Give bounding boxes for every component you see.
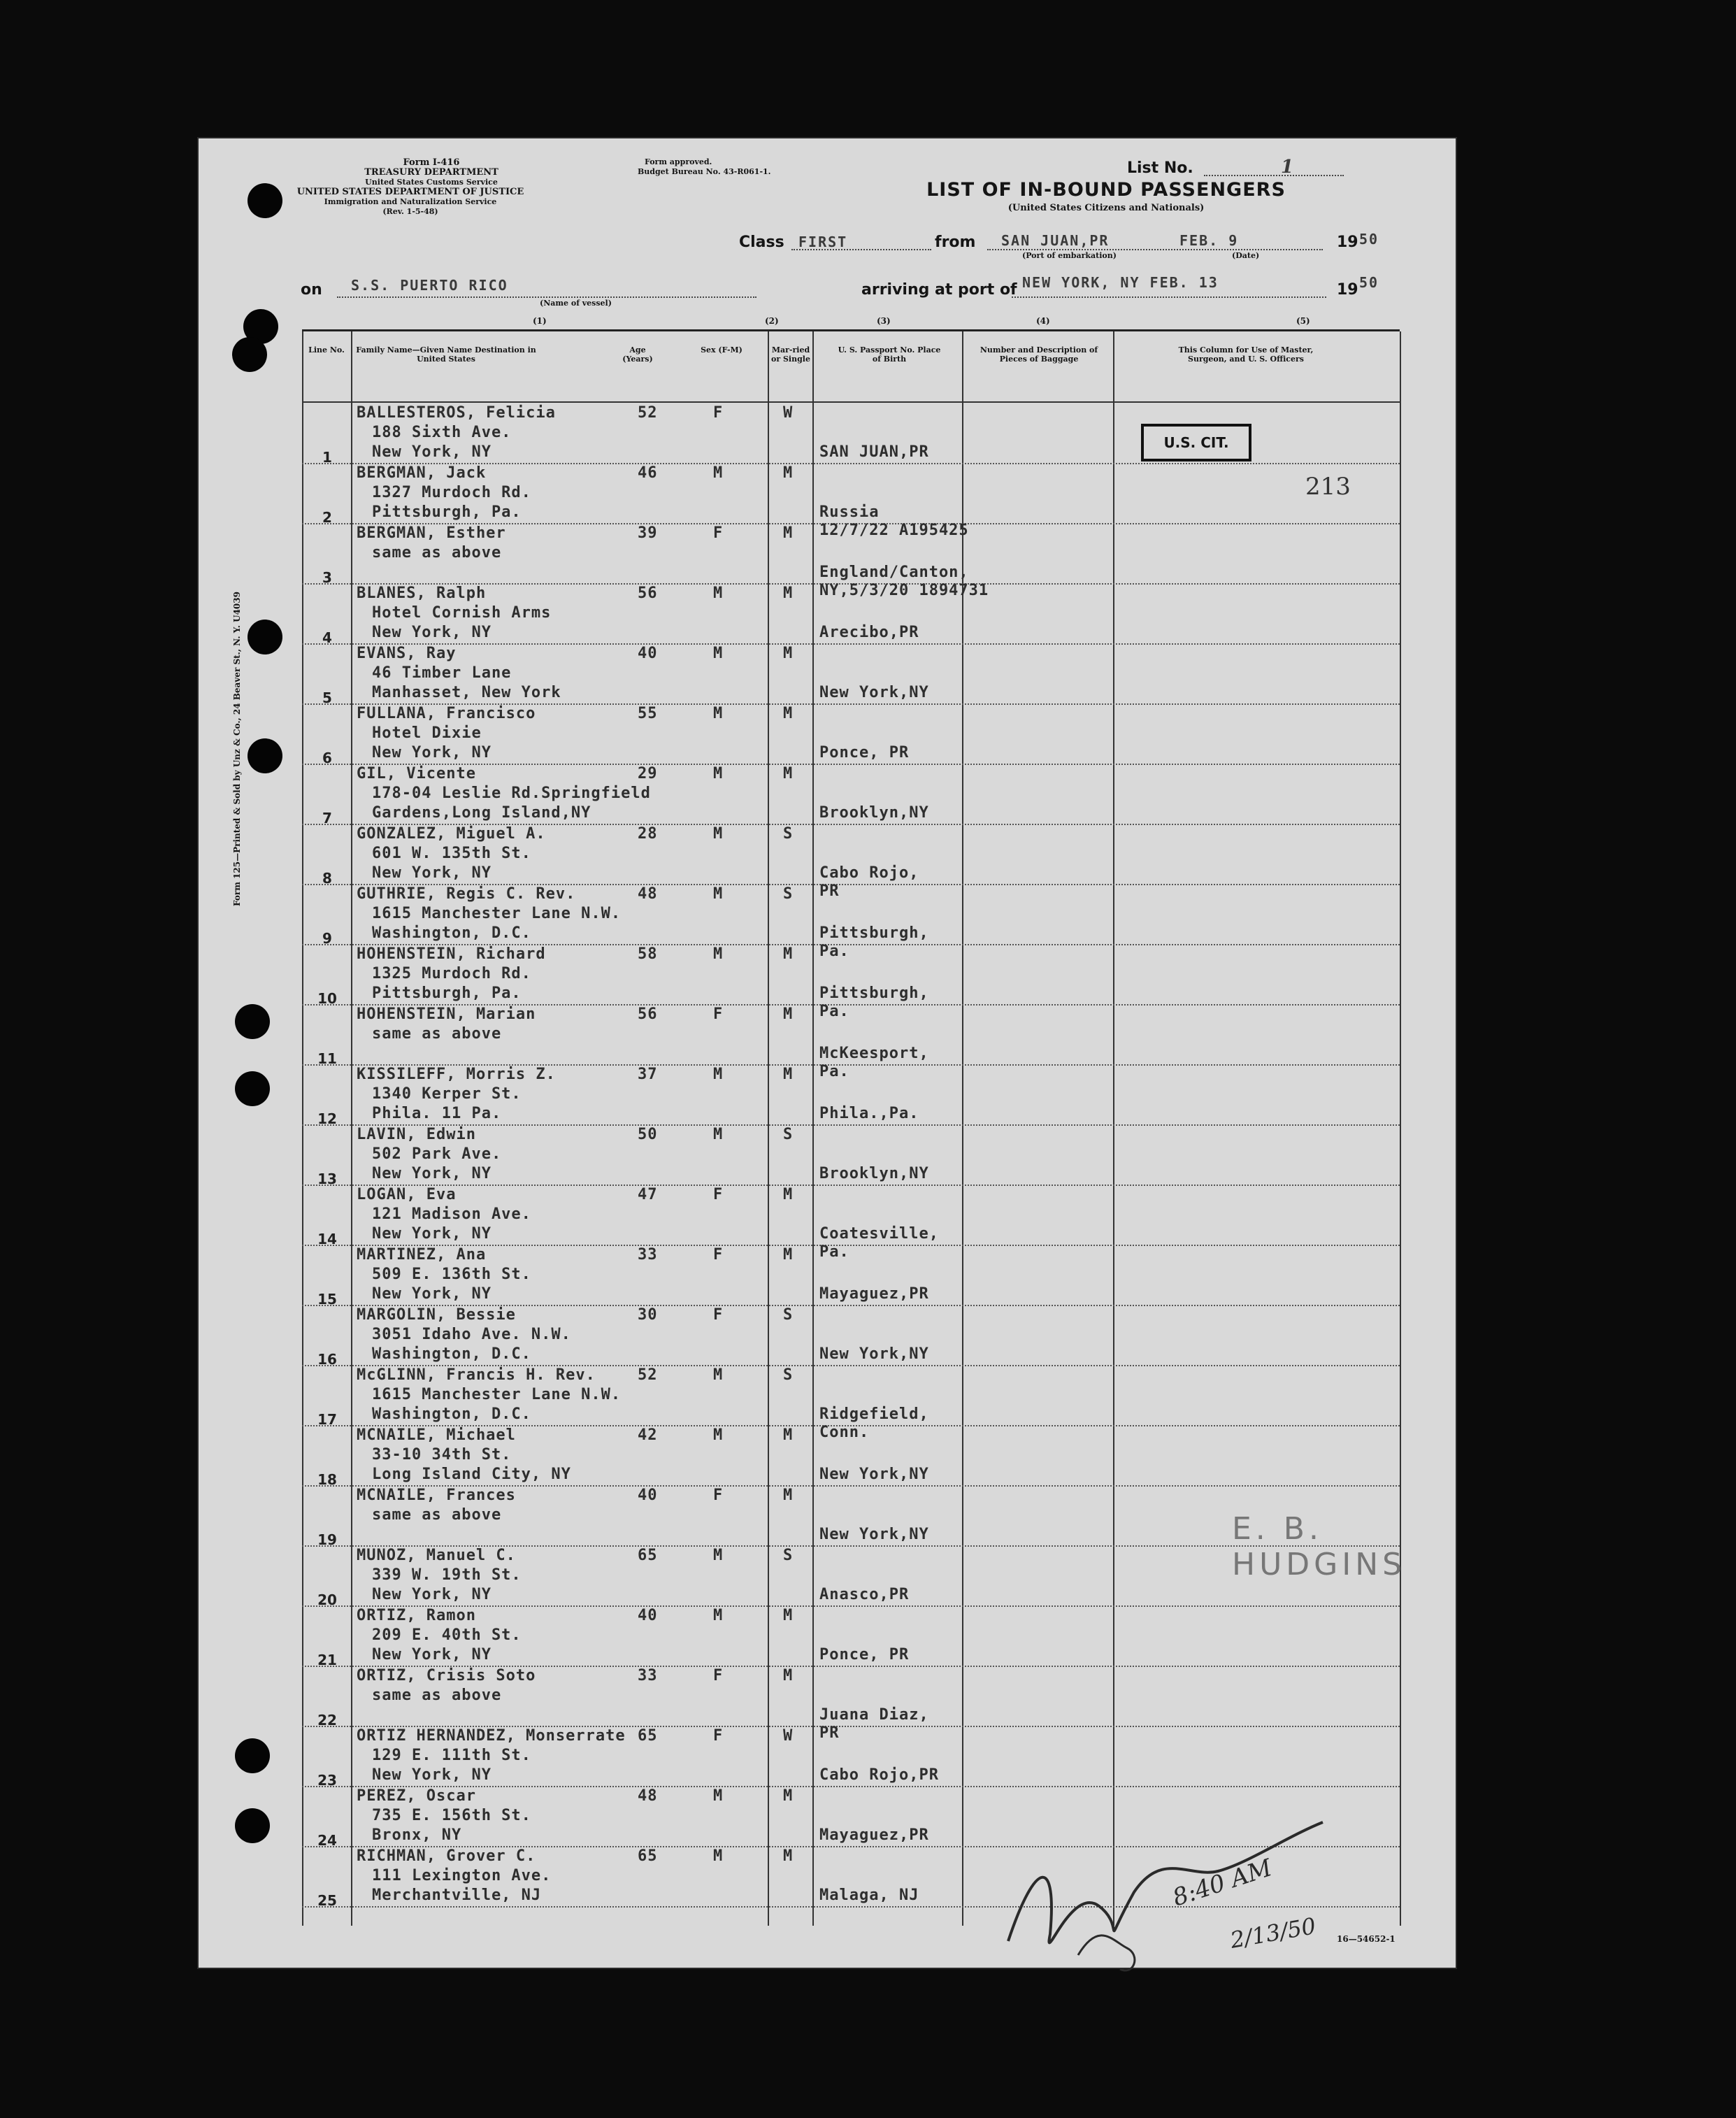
passenger-name: MARTINEZ, Ana — [357, 1246, 487, 1264]
passenger-name: GIL, Vicente — [357, 765, 476, 782]
passenger-age: 48 — [638, 885, 658, 903]
passenger-address: same as above — [372, 1506, 502, 1524]
place-of-birth: Cabo Rojo, — [819, 864, 919, 882]
table-row — [302, 703, 1400, 765]
line-number: 13 — [317, 1171, 337, 1187]
passenger-name: ORTIZ HERNANDEZ, Monserrate — [357, 1727, 626, 1745]
passenger-name: EVANS, Ray — [357, 645, 457, 662]
line-number: 21 — [317, 1652, 337, 1668]
passenger-name: GONZALEZ, Miguel A. — [357, 825, 546, 843]
place-of-birth: Russia — [819, 503, 880, 521]
passenger-age: 48 — [638, 1787, 658, 1805]
marital-status: W — [783, 1727, 794, 1745]
inspector-signature — [994, 1766, 1414, 1976]
class-label: Class — [739, 234, 784, 251]
passenger-address: Bronx, NY — [372, 1826, 462, 1844]
place-of-birth: Malaga, NJ — [819, 1887, 919, 1904]
place-of-birth: Mayaguez,PR — [819, 1826, 929, 1844]
dept-justice: UNITED STATES DEPARTMENT OF JUSTICE — [296, 187, 524, 197]
passenger-address: Manhasset, New York — [372, 684, 561, 701]
marital-status: S — [783, 1366, 794, 1384]
passenger-name: KISSILEFF, Morris Z. — [357, 1066, 556, 1083]
on-label: on — [301, 281, 322, 299]
passenger-sex: M — [713, 1607, 724, 1624]
col-marker: (3) — [877, 316, 891, 326]
passenger-sex: M — [713, 885, 724, 903]
place-of-birth: Ponce, PR — [819, 1646, 910, 1663]
line-number: 17 — [317, 1411, 337, 1428]
passenger-sex: F — [713, 404, 724, 422]
table-row — [302, 583, 1400, 645]
marital-status: M — [783, 585, 794, 602]
table-row — [302, 1245, 1400, 1306]
passenger-address: 33-10 34th St. — [372, 1446, 512, 1464]
header-age: Age (Years) — [622, 345, 653, 364]
passport-number: 12/7/22 A195425 — [819, 522, 969, 539]
marital-status: M — [783, 1607, 794, 1624]
passport-number: Pa. — [819, 1003, 849, 1020]
officer-stamp: E. B. HUDGINS — [1232, 1511, 1407, 1582]
passenger-address: Washington, D.C. — [372, 1405, 531, 1423]
punch-hole — [248, 738, 282, 773]
passenger-table — [302, 316, 1400, 1926]
passenger-sex: M — [713, 825, 724, 843]
marital-status: M — [783, 1006, 794, 1023]
passenger-sex: F — [713, 1246, 724, 1264]
table-row — [302, 643, 1400, 705]
passenger-sex: M — [713, 1847, 724, 1865]
line-number: 22 — [317, 1712, 337, 1729]
list-no-value: 1 — [1281, 157, 1296, 178]
signature-time: 8:40 AM — [1169, 1854, 1276, 1912]
passenger-age: 40 — [638, 1487, 658, 1504]
passenger-address: 129 E. 111th St. — [372, 1747, 531, 1764]
passenger-name: RICHMAN, Grover C. — [357, 1847, 536, 1865]
page-subtitle: (United States Citizens and Nationals) — [1007, 203, 1205, 213]
passenger-name: HOHENSTEIN, Richard — [357, 945, 546, 963]
header-line-no: Line No. — [308, 345, 345, 355]
place-of-birth: England/Canton, — [819, 564, 969, 581]
passenger-name: MARGOLIN, Bessie — [357, 1306, 516, 1324]
citizen-stamp: U.S. CIT. — [1141, 424, 1251, 461]
passenger-name: BALLESTEROS, Felicia — [357, 404, 556, 422]
line-number: 10 — [317, 990, 337, 1007]
passenger-address: New York, NY — [372, 443, 492, 461]
passenger-address: New York, NY — [372, 864, 492, 882]
place-of-birth: Coatesville, — [819, 1225, 939, 1243]
passenger-sex: M — [713, 464, 724, 482]
table-row — [302, 1305, 1400, 1366]
passenger-name: PEREZ, Oscar — [357, 1787, 476, 1805]
line-number: 19 — [317, 1531, 337, 1548]
passenger-age: 29 — [638, 765, 658, 782]
passenger-address: New York, NY — [372, 1225, 492, 1243]
passenger-age: 40 — [638, 1607, 658, 1624]
passenger-name: MCNAILE, Michael — [357, 1426, 516, 1444]
marital-status: M — [783, 524, 794, 542]
passenger-address: 188 Sixth Ave. — [372, 424, 512, 441]
place-of-birth: Pittsburgh, — [819, 985, 929, 1002]
passenger-age: 39 — [638, 524, 658, 542]
vessel-caption: (Name of vessel) — [540, 299, 612, 308]
marital-status: M — [783, 1667, 794, 1684]
line-number: 14 — [317, 1231, 337, 1247]
passenger-age: 46 — [638, 464, 658, 482]
passenger-address: 46 Timber Lane — [372, 664, 512, 682]
line-number: 8 — [322, 870, 332, 887]
passenger-address: Hotel Cornish Arms — [372, 604, 552, 622]
passenger-address: same as above — [372, 1025, 502, 1043]
passport-number: PR — [819, 1724, 840, 1742]
passenger-name: BLANES, Ralph — [357, 585, 487, 602]
signature-date: 2/13/50 — [1228, 1912, 1318, 1954]
passenger-sex: M — [713, 705, 724, 722]
passenger-age: 50 — [638, 1126, 658, 1143]
header-baggage: Number and Description of Pieces of Baggage — [980, 345, 1098, 364]
passenger-sex: F — [713, 1487, 724, 1504]
line-number: 15 — [317, 1291, 337, 1308]
passport-number: Pa. — [819, 943, 849, 960]
marital-status: M — [783, 645, 794, 662]
passenger-sex: M — [713, 765, 724, 782]
passenger-address: 1615 Manchester Lane N.W. — [372, 1386, 622, 1403]
table-row — [302, 764, 1400, 825]
passenger-address: New York, NY — [372, 1766, 492, 1784]
passenger-name: BERGMAN, Jack — [357, 464, 487, 482]
passenger-address: 121 Madison Ave. — [372, 1205, 531, 1223]
passenger-age: 56 — [638, 585, 658, 602]
passenger-name: HOHENSTEIN, Marian — [357, 1006, 536, 1023]
header-sex: Sex (F-M) — [701, 345, 743, 355]
passenger-age: 52 — [638, 1366, 658, 1384]
passenger-sex: M — [713, 645, 724, 662]
form-footer: 16—54652-1 — [1337, 1934, 1396, 1944]
passenger-address: New York, NY — [372, 1646, 492, 1663]
passenger-sex: M — [713, 1066, 724, 1083]
passenger-address: New York, NY — [372, 1165, 492, 1182]
marital-status: M — [783, 1186, 794, 1203]
passenger-address: same as above — [372, 1687, 502, 1704]
place-of-birth: SAN JUAN,PR — [819, 443, 929, 461]
list-no-line — [1204, 175, 1344, 176]
line-number: 2 — [322, 509, 332, 526]
passenger-age: 33 — [638, 1667, 658, 1684]
passport-number: NY,5/3/20 1894731 — [819, 582, 989, 599]
header-married: Mar-ried or Single — [771, 345, 810, 364]
place-of-birth: Brooklyn,NY — [819, 804, 929, 822]
passenger-address: 601 W. 135th St. — [372, 845, 531, 862]
place-of-birth: Arecibo,PR — [819, 624, 919, 641]
passenger-sex: M — [713, 585, 724, 602]
passenger-age: 52 — [638, 404, 658, 422]
passenger-address: Long Island City, NY — [372, 1466, 571, 1483]
line-number: 18 — [317, 1471, 337, 1488]
dept-justice-sub: Immigration and Naturalization Service — [324, 197, 497, 206]
col-marker: (1) — [533, 316, 547, 326]
marital-status: S — [783, 1306, 794, 1324]
passenger-age: 65 — [638, 1727, 658, 1745]
punch-hole — [235, 1738, 270, 1773]
marital-status: S — [783, 1547, 794, 1564]
from-label: from — [935, 234, 976, 251]
marital-status: S — [783, 1126, 794, 1143]
arrival-year: 50 — [1359, 274, 1379, 291]
punch-hole — [248, 183, 282, 218]
place-of-birth: Juana Diaz, — [819, 1706, 929, 1724]
form-id: Form I-416 — [403, 157, 460, 168]
passenger-age: 58 — [638, 945, 658, 963]
place-of-birth: New York,NY — [819, 1345, 929, 1363]
passenger-address: 502 Park Ave. — [372, 1145, 502, 1163]
passenger-sex: F — [713, 1306, 724, 1324]
punch-hole — [235, 1808, 270, 1843]
line-number: 3 — [322, 569, 332, 586]
header-name: Family Name—Given Name Destination in United States — [356, 345, 536, 364]
manifest-sheet — [197, 137, 1457, 1969]
dept-treasury-sub: United States Customs Service — [365, 178, 498, 187]
marital-status: M — [783, 1847, 794, 1865]
place-of-birth: New York,NY — [819, 1466, 929, 1483]
passenger-name: MCNAILE, Frances — [357, 1487, 516, 1504]
passenger-age: 40 — [638, 645, 658, 662]
arrival-port: NEW YORK, NY FEB. 13 — [1022, 274, 1219, 291]
passenger-sex: M — [713, 1547, 724, 1564]
passenger-sex: M — [713, 945, 724, 963]
list-no-label: List No. — [1127, 159, 1193, 177]
passenger-address: Merchantville, NJ — [372, 1887, 542, 1904]
passenger-address: Pittsburgh, Pa. — [372, 985, 522, 1002]
place-of-birth: Ridgefield, — [819, 1405, 929, 1423]
arrival-line — [1012, 296, 1326, 298]
col-rule — [1400, 331, 1401, 1926]
passenger-address: Pittsburgh, Pa. — [372, 503, 522, 521]
table-row — [302, 1064, 1400, 1126]
from-date: FEB. 9 — [1179, 232, 1239, 249]
passenger-address: Hotel Dixie — [372, 724, 482, 742]
table-row — [302, 1605, 1400, 1667]
passenger-sex: M — [713, 1426, 724, 1444]
page-title: LIST OF IN-BOUND PASSENGERS — [926, 179, 1286, 201]
marital-status: M — [783, 1487, 794, 1504]
passenger-address: New York, NY — [372, 1586, 492, 1603]
marital-status: S — [783, 885, 794, 903]
place-of-birth: Anasco,PR — [819, 1586, 910, 1603]
passport-number: Pa. — [819, 1063, 849, 1080]
marital-status: M — [783, 464, 794, 482]
from-year-prefix: 19 — [1337, 234, 1358, 251]
col-marker: (2) — [765, 316, 779, 326]
class-value: FIRST — [798, 234, 848, 250]
passenger-sex: M — [713, 1787, 724, 1805]
passenger-address: 509 E. 136th St. — [372, 1266, 531, 1283]
line-number: 23 — [317, 1772, 337, 1789]
place-of-birth: Ponce, PR — [819, 744, 910, 761]
passenger-name: McGLINN, Francis H. Rev. — [357, 1366, 596, 1384]
passenger-age: 37 — [638, 1066, 658, 1083]
place-of-birth: Pittsburgh, — [819, 924, 929, 942]
passenger-address: 1340 Kerper St. — [372, 1085, 522, 1103]
line-number: 24 — [317, 1832, 337, 1849]
port-embarkation-label: (Port of embarkation) — [1022, 251, 1117, 260]
marital-status: M — [783, 705, 794, 722]
marital-status: M — [783, 765, 794, 782]
passenger-sex: F — [713, 524, 724, 542]
form-approved: Form approved. — [645, 157, 712, 166]
vessel-name: S.S. PUERTO RICO — [351, 277, 508, 294]
passenger-sex: F — [713, 1667, 724, 1684]
passenger-name: BERGMAN, Esther — [357, 524, 506, 542]
punch-hole — [235, 1071, 270, 1106]
line-number: 4 — [322, 629, 332, 646]
marital-status: W — [783, 404, 794, 422]
passenger-address: 1327 Murdoch Rd. — [372, 484, 531, 501]
passenger-sex: F — [713, 1727, 724, 1745]
passenger-name: GUTHRIE, Regis C. Rev. — [357, 885, 576, 903]
marital-status: M — [783, 1246, 794, 1264]
passenger-age: 65 — [638, 1547, 658, 1564]
passenger-address: New York, NY — [372, 624, 492, 641]
marital-status: S — [783, 825, 794, 843]
place-of-birth: McKeesport, — [819, 1045, 929, 1062]
passenger-address: 209 E. 40th St. — [372, 1626, 522, 1644]
line-number: 11 — [317, 1050, 337, 1067]
passenger-name: MUNOZ, Manuel C. — [357, 1547, 516, 1564]
printer-imprint: Form 125—Printed & Sold by Unz & Co., 24 Beaver St., N. Y. U4039 — [232, 592, 242, 906]
passenger-address: 111 Lexington Ave. — [372, 1867, 552, 1884]
passenger-age: 33 — [638, 1246, 658, 1264]
passenger-address: Washington, D.C. — [372, 924, 531, 942]
passenger-age: 55 — [638, 705, 658, 722]
arrival-year-prefix: 19 — [1337, 281, 1358, 299]
passenger-age: 42 — [638, 1426, 658, 1444]
place-of-birth: Brooklyn,NY — [819, 1165, 929, 1182]
line-number: 16 — [317, 1351, 337, 1368]
dept-treasury: TREASURY DEPARTMENT — [364, 167, 498, 178]
passport-number: PR — [819, 882, 840, 900]
header-passport: U. S. Passport No. Place of Birth — [838, 345, 941, 364]
passenger-age: 56 — [638, 1006, 658, 1023]
header-officers: This Column for Use of Master, Surgeon, and U. S. Officers — [1178, 345, 1314, 364]
passenger-age: 65 — [638, 1847, 658, 1865]
marital-status: M — [783, 1426, 794, 1444]
line-number: 1 — [322, 449, 332, 466]
passenger-name: LOGAN, Eva — [357, 1186, 457, 1203]
passenger-age: 30 — [638, 1306, 658, 1324]
passenger-sex: F — [713, 1186, 724, 1203]
passenger-address: 1615 Manchester Lane N.W. — [372, 905, 622, 922]
from-line — [987, 249, 1323, 250]
table-row — [302, 1124, 1400, 1186]
passenger-address: 339 W. 19th St. — [372, 1566, 522, 1584]
revision: (Rev. 1-5-48) — [382, 207, 438, 216]
line-number: 25 — [317, 1892, 337, 1909]
arriving-label: arriving at port of — [861, 281, 1017, 299]
passenger-address: 735 E. 156th St. — [372, 1807, 531, 1824]
passenger-name: ORTIZ, Ramon — [357, 1607, 476, 1624]
place-of-birth: New York,NY — [819, 1526, 929, 1543]
from-port: SAN JUAN,PR — [1001, 232, 1110, 249]
passenger-name: ORTIZ, Crisis Soto — [357, 1667, 536, 1684]
passenger-name: LAVIN, Edwin — [357, 1126, 476, 1143]
vessel-line — [337, 296, 756, 298]
line-number: 7 — [322, 810, 332, 827]
place-of-birth: New York,NY — [819, 684, 929, 701]
line-number: 6 — [322, 750, 332, 766]
passport-number: Conn. — [819, 1424, 870, 1441]
passenger-age: 47 — [638, 1186, 658, 1203]
date-label: (Date) — [1232, 251, 1260, 260]
budget-bureau: Budget Bureau No. 43-R061-1. — [638, 167, 771, 176]
punch-hole — [248, 620, 282, 654]
place-of-birth: Cabo Rojo,PR — [819, 1766, 939, 1784]
passenger-address: same as above — [372, 544, 502, 561]
punch-hole — [232, 337, 267, 372]
col-marker: (5) — [1296, 316, 1310, 326]
place-of-birth: Phila.,Pa. — [819, 1105, 919, 1122]
from-year: 50 — [1359, 231, 1379, 248]
table-row — [302, 1425, 1400, 1487]
passport-number: Pa. — [819, 1243, 849, 1261]
passenger-name: FULLANA, Francisco — [357, 705, 536, 722]
passenger-sex: M — [713, 1366, 724, 1384]
marital-status: M — [783, 1066, 794, 1083]
passenger-address: 3051 Idaho Ave. N.W. — [372, 1326, 571, 1343]
passenger-sex: M — [713, 1126, 724, 1143]
punch-hole — [235, 1004, 270, 1039]
passenger-address: New York, NY — [372, 744, 492, 761]
passenger-address: New York, NY — [372, 1285, 492, 1303]
passenger-address: Gardens,Long Island,NY — [372, 804, 591, 822]
line-number: 12 — [317, 1110, 337, 1127]
passenger-address: 178-04 Leslie Rd.Springfield — [372, 785, 651, 802]
page-number: 213 — [1305, 473, 1351, 501]
marital-status: M — [783, 945, 794, 963]
passenger-sex: F — [713, 1006, 724, 1023]
passenger-address: Phila. 11 Pa. — [372, 1105, 502, 1122]
marital-status: M — [783, 1787, 794, 1805]
passenger-address: 1325 Murdoch Rd. — [372, 965, 531, 982]
passenger-address: Washington, D.C. — [372, 1345, 531, 1363]
passenger-age: 28 — [638, 825, 658, 843]
col-marker: (4) — [1036, 316, 1050, 326]
line-number: 9 — [322, 930, 332, 947]
place-of-birth: Mayaguez,PR — [819, 1285, 929, 1303]
line-number: 20 — [317, 1591, 337, 1608]
line-number: 5 — [322, 689, 332, 706]
